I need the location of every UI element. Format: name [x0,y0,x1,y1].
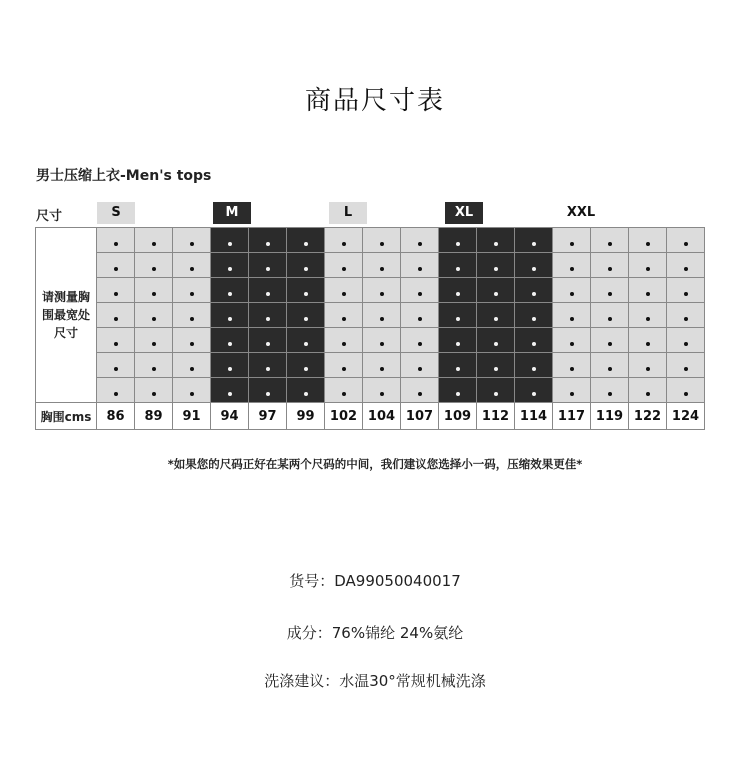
dot-cell [325,353,363,378]
dot-cell [591,328,629,353]
dot-marker [342,317,346,321]
chart-subtitle: 男士压缩上衣-Men's tops [36,168,212,184]
dot-cell [173,328,211,353]
dot-marker [684,267,688,271]
composition: 成分：76%锦纶 24%氨纶 [286,624,464,642]
dot-cell [477,228,515,253]
dot-marker [532,242,536,246]
dot-cell [515,328,553,353]
dot-cell [439,328,477,353]
dot-cell [401,328,439,353]
dot-cell [287,378,325,403]
dot-marker [114,342,118,346]
dot-cell [287,303,325,328]
dot-marker [266,367,270,371]
dot-marker [380,267,384,271]
dot-cell [591,378,629,403]
dot-cell [667,328,705,353]
size-tag-m: M [213,202,251,224]
dot-marker [456,267,460,271]
dot-marker [266,392,270,396]
dot-cell [97,353,135,378]
dot-marker [228,392,232,396]
dot-marker [114,317,118,321]
dot-cell [249,278,287,303]
dot-marker [342,242,346,246]
dot-marker [646,317,650,321]
dot-cell [553,303,591,328]
dot-cell [591,353,629,378]
dot-row [36,378,705,403]
dot-marker [494,317,498,321]
dot-cell [363,328,401,353]
dot-cell [249,378,287,403]
dot-marker [570,392,574,396]
dot-cell [173,378,211,403]
dot-row [36,328,705,353]
dot-cell [135,328,173,353]
dot-marker [228,242,232,246]
dot-cell [173,253,211,278]
dot-marker [228,342,232,346]
dot-marker [380,242,384,246]
dot-cell [363,278,401,303]
dot-marker [456,392,460,396]
dot-cell [97,378,135,403]
chest-value: 94 [211,403,249,430]
dot-cell [363,228,401,253]
dot-marker [532,392,536,396]
dot-marker [418,317,422,321]
dot-marker [380,317,384,321]
dot-marker [532,367,536,371]
dot-marker [418,342,422,346]
size-tag-xl: XL [445,202,483,224]
dot-cell [439,278,477,303]
size-tag-l: L [329,202,367,224]
chest-value: 107 [401,403,439,430]
dot-cell [211,228,249,253]
dot-cell [477,253,515,278]
dot-cell [97,278,135,303]
dot-cell [173,303,211,328]
dot-marker [646,367,650,371]
size-grid [35,227,705,430]
dot-cell [439,253,477,278]
dot-marker [304,317,308,321]
size-tag-xxl: XXL [566,205,596,220]
dot-marker [494,292,498,296]
dot-cell [249,328,287,353]
dot-marker [418,292,422,296]
sizing-note: *如果您的尺码正好在某两个尺码的中间，我们建议您选择小一码，压缩效果更佳* [167,457,583,471]
dot-cell [439,303,477,328]
dot-marker [190,367,194,371]
dot-cell [439,378,477,403]
dot-marker [532,342,536,346]
dot-marker [152,267,156,271]
dot-marker [608,392,612,396]
dot-cell [591,253,629,278]
chest-value: 112 [477,403,515,430]
dot-marker [608,242,612,246]
chest-value: 119 [591,403,629,430]
dot-marker [266,242,270,246]
dot-cell [401,253,439,278]
dot-marker [494,267,498,271]
chest-value: 102 [325,403,363,430]
dot-cell [249,303,287,328]
dot-cell [553,253,591,278]
dot-marker [418,242,422,246]
dot-marker [228,317,232,321]
dot-cell [515,253,553,278]
dot-marker [532,317,536,321]
dot-cell [325,228,363,253]
measure-label [36,228,97,403]
dot-cell [591,228,629,253]
dot-marker [152,292,156,296]
dot-marker [266,342,270,346]
dot-marker [684,367,688,371]
dot-cell [135,228,173,253]
dot-marker [342,367,346,371]
dot-marker [114,292,118,296]
dot-cell [287,228,325,253]
dot-cell [477,378,515,403]
dot-cell [629,278,667,303]
dot-cell [667,353,705,378]
dot-row [36,253,705,278]
dot-cell [135,303,173,328]
dot-cell [325,328,363,353]
dot-cell [515,378,553,403]
dot-marker [266,317,270,321]
dot-marker [190,292,194,296]
dot-marker [190,242,194,246]
dot-cell [249,253,287,278]
dot-marker [646,242,650,246]
dot-cell [401,278,439,303]
dot-cell [515,278,553,303]
dot-marker [570,317,574,321]
dot-cell [667,303,705,328]
dot-marker [646,292,650,296]
dot-marker [456,242,460,246]
dot-cell [97,228,135,253]
dot-cell [97,328,135,353]
dot-cell [553,228,591,253]
dot-cell [477,303,515,328]
dot-marker [646,342,650,346]
dot-row [36,303,705,328]
dot-row [36,228,705,253]
dot-marker [114,242,118,246]
dot-cell [401,353,439,378]
dot-row [36,278,705,303]
dot-cell [135,253,173,278]
dot-marker [646,392,650,396]
dot-cell [287,253,325,278]
dot-cell [211,303,249,328]
dot-marker [304,392,308,396]
dot-cell [97,253,135,278]
measure-label-line: 请测量胸 [41,290,90,304]
dot-marker [684,342,688,346]
dot-marker [114,367,118,371]
dot-cell [439,353,477,378]
dot-cell [173,228,211,253]
dot-marker [152,367,156,371]
dot-marker [190,392,194,396]
dot-cell [401,303,439,328]
dot-cell [363,303,401,328]
dot-marker [608,367,612,371]
dot-marker [152,242,156,246]
dot-marker [228,292,232,296]
chest-value: 114 [515,403,553,430]
dot-cell [363,253,401,278]
dot-cell [249,228,287,253]
page-title: 商品尺寸表 [304,86,445,116]
dot-marker [608,267,612,271]
chest-value: 99 [287,403,325,430]
chest-value: 117 [553,403,591,430]
dot-marker [304,292,308,296]
dot-row [36,353,705,378]
dot-marker [304,267,308,271]
dot-marker [228,367,232,371]
dot-cell [629,253,667,278]
dot-marker [342,267,346,271]
dot-marker [266,292,270,296]
dot-marker [418,392,422,396]
dot-marker [380,392,384,396]
chest-value: 124 [667,403,705,430]
dot-cell [325,278,363,303]
dot-marker [304,367,308,371]
dot-marker [456,342,460,346]
dot-cell [135,378,173,403]
dot-cell [325,303,363,328]
dot-marker [190,342,194,346]
dot-cell [629,353,667,378]
dot-marker [646,267,650,271]
dot-cell [477,278,515,303]
size-row-label: 尺寸 [36,209,63,224]
dot-cell [211,353,249,378]
dot-marker [114,267,118,271]
dot-marker [532,267,536,271]
chest-value: 89 [135,403,173,430]
dot-cell [173,353,211,378]
dot-cell [363,378,401,403]
dot-cell [629,378,667,403]
dot-cell [515,353,553,378]
dot-marker [228,267,232,271]
dot-marker [190,317,194,321]
dot-cell [667,378,705,403]
dot-cell [591,303,629,328]
dot-cell [629,303,667,328]
dot-cell [667,228,705,253]
dot-marker [190,267,194,271]
dot-marker [342,392,346,396]
dot-marker [608,317,612,321]
dot-marker [570,367,574,371]
dot-marker [342,292,346,296]
dot-cell [97,303,135,328]
dot-cell [629,328,667,353]
dot-cell [211,253,249,278]
dot-marker [494,242,498,246]
dot-marker [418,267,422,271]
dot-marker [152,342,156,346]
dot-cell [515,303,553,328]
dot-marker [152,392,156,396]
chest-row [36,403,705,430]
dot-marker [494,367,498,371]
dot-marker [570,242,574,246]
dot-marker [456,292,460,296]
chest-value: 109 [439,403,477,430]
dot-cell [325,378,363,403]
item-number: 货号：DA99050040017 [289,572,461,590]
dot-cell [211,328,249,353]
dot-cell [211,378,249,403]
dot-marker [152,317,156,321]
chest-value: 86 [97,403,135,430]
size-tag-s: S [97,202,135,224]
dot-marker [342,342,346,346]
dot-marker [532,292,536,296]
dot-cell [135,278,173,303]
dot-marker [684,292,688,296]
dot-marker [608,292,612,296]
dot-marker [456,367,460,371]
dot-marker [684,317,688,321]
dot-marker [304,342,308,346]
dot-cell [553,328,591,353]
dot-cell [363,353,401,378]
dot-marker [380,342,384,346]
dot-cell [173,278,211,303]
chest-value: 122 [629,403,667,430]
dot-cell [553,278,591,303]
dot-cell [401,378,439,403]
dot-cell [211,278,249,303]
dot-marker [494,342,498,346]
dot-cell [667,278,705,303]
dot-cell [553,353,591,378]
dot-marker [304,242,308,246]
dot-marker [266,267,270,271]
dot-cell [477,353,515,378]
dot-cell [439,228,477,253]
chest-value: 104 [363,403,401,430]
dot-marker [684,392,688,396]
dot-marker [380,367,384,371]
dot-cell [629,228,667,253]
washing-instructions: 洗涤建议：水温30°常规机械洗涤 [264,672,486,690]
dot-cell [667,253,705,278]
dot-cell [477,328,515,353]
dot-marker [456,317,460,321]
dot-marker [380,292,384,296]
chest-value: 97 [249,403,287,430]
dot-cell [135,353,173,378]
dot-marker [570,292,574,296]
dot-cell [553,378,591,403]
dot-cell [287,353,325,378]
dot-marker [570,342,574,346]
dot-cell [591,278,629,303]
dot-marker [418,367,422,371]
chest-value: 91 [173,403,211,430]
dot-marker [114,392,118,396]
dot-cell [249,353,287,378]
dot-cell [401,228,439,253]
dot-cell [325,253,363,278]
dot-cell [515,228,553,253]
chest-row-label: 胸围cms [36,403,97,430]
measure-label-line: 围最宽处 [41,308,90,322]
measure-label-line: 尺寸 [53,326,78,340]
dot-marker [684,242,688,246]
dot-marker [570,267,574,271]
dot-marker [608,342,612,346]
dot-marker [494,392,498,396]
dot-cell [287,328,325,353]
dot-cell [287,278,325,303]
